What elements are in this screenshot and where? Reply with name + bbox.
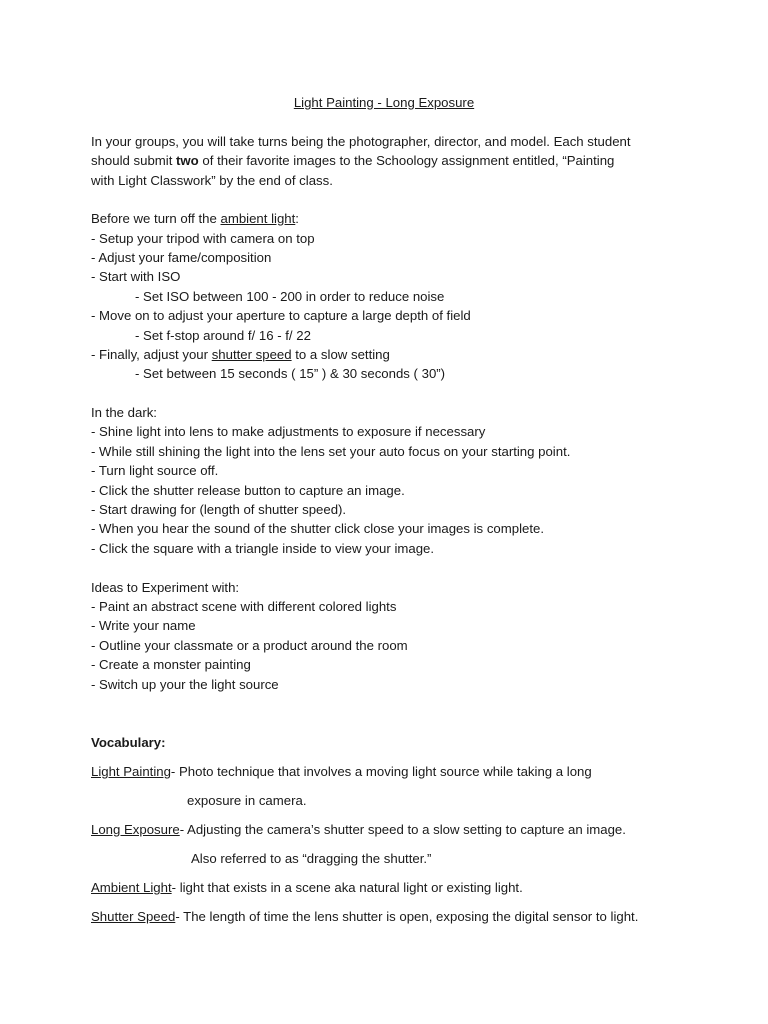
shutter-speed-term: shutter speed: [211, 347, 292, 362]
vocab-definition: - Adjusting the camera’s shutter speed to a slow setting to capture an image.: [179, 822, 626, 837]
list-item: - When you hear the sound of the shutter click close your images is complete.: [91, 521, 544, 536]
intro-text: should submit: [91, 153, 177, 168]
vocab-entry: [91, 762, 592, 782]
list-item: - Paint an abstract scene with different colored lights: [91, 599, 397, 614]
list-item: - Adjust your fame/composition: [91, 250, 272, 265]
sub-list-item: - Set ISO between 100 - 200 in order to reduce noise: [135, 289, 445, 304]
item-text: - Finally, adjust your: [91, 347, 212, 362]
intro-line: with Light Classwork” by the end of class.: [91, 173, 333, 188]
list-item: - Turn light source off.: [91, 463, 219, 478]
intro-line: In your groups, you will take turns being the photographer, director, and model. Each student: [91, 134, 631, 149]
list-item: - Start with ISO: [91, 269, 181, 284]
list-item: - Move on to adjust your aperture to capture a large depth of field: [91, 308, 471, 323]
vocabulary-heading: Vocabulary:: [91, 735, 166, 750]
list-item: - While still shining the light into the lens set your auto focus on your starting point.: [91, 444, 571, 459]
vocab-entry: [91, 820, 626, 840]
vocab-entry: [91, 907, 638, 927]
list-item: - Click the shutter release button to capture an image.: [91, 483, 405, 498]
vocab-term: Ambient Light: [91, 880, 172, 895]
vocab-definition: - The length of time the lens shutter is open, exposing the digital sensor to light.: [175, 909, 639, 924]
list-item: - Setup your tripod with camera on top: [91, 231, 315, 246]
intro-emphasis: two: [176, 153, 199, 168]
vocab-term: Long Exposure: [91, 822, 180, 837]
vocab-definition: - Photo technique that involves a moving light source while taking a long: [170, 764, 592, 779]
list-item: - Switch up your the light source: [91, 677, 279, 692]
list-item: - Create a monster painting: [91, 657, 251, 672]
list-item: - Click the square with a triangle inside to view your image.: [91, 541, 435, 556]
item-text: to a slow setting: [291, 347, 390, 362]
intro-text: of their favorite images to the Schoology assignment entitled, “Painting: [198, 153, 615, 168]
dark-heading: In the dark:: [91, 405, 157, 420]
heading-text: :: [295, 211, 299, 226]
vocab-entry: [91, 878, 523, 898]
intro-line: [91, 151, 614, 171]
heading-text: Before we turn off the: [91, 211, 221, 226]
vocab-definition: - light that exists in a scene aka natural light or existing light.: [171, 880, 523, 895]
vocab-term: Light Painting: [91, 764, 171, 779]
list-item: - Shine light into lens to make adjustments to exposure if necessary: [91, 424, 486, 439]
document-title: Light Painting - Long Exposure: [293, 95, 475, 110]
sub-list-item: - Set between 15 seconds ( 15” ) & 30 seconds ( 30”): [135, 366, 446, 381]
ambient-light-term: ambient light: [220, 211, 296, 226]
sub-list-item: - Set f-stop around f/ 16 - f/ 22: [135, 328, 311, 343]
vocab-term: Shutter Speed: [91, 909, 176, 924]
list-item: - Outline your classmate or a product around the room: [91, 638, 408, 653]
ideas-heading: Ideas to Experiment with:: [91, 580, 240, 595]
vocab-continuation: Also referred to as “dragging the shutter.”: [191, 851, 432, 866]
list-item: [91, 345, 390, 365]
list-item: - Start drawing for (length of shutter speed).: [91, 502, 347, 517]
list-item: - Write your name: [91, 618, 196, 633]
before-heading: [91, 209, 299, 229]
vocab-continuation: exposure in camera.: [187, 793, 307, 808]
